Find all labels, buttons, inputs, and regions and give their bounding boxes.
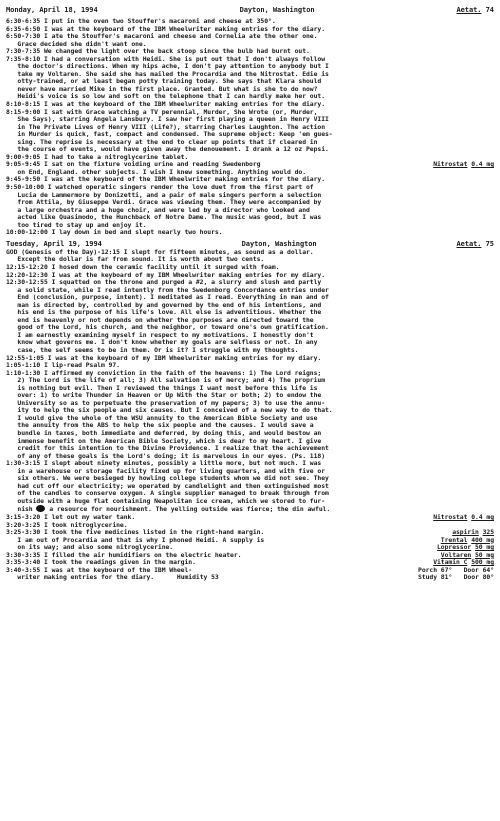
entry-line: his end is the purpose of his life's love. All else is adventitious. Whether the — [6, 308, 322, 317]
day1-entries — [6, 18, 494, 237]
reading-humidity: Humidity 53 — [176, 573, 219, 582]
entry-line: had cut off our electricity; we operated by candlelight and then extinguished most — [6, 481, 329, 490]
entry-line: I would give the whole of the WSU annuity to the American Bible Society and use — [6, 413, 318, 422]
entry-line: University so as to perpetuate the preservation of my papers; 3) to use the annu- — [6, 398, 325, 407]
entry-line: of any of these goals is the Lord's doing; it is marvelous in our eyes. (Ps. 118) — [6, 451, 325, 460]
entry-line: 3:40-3:55 I was at the keyboard of the IBM Wheel- — [6, 565, 193, 574]
aetat-label: Aetat. 74 — [456, 6, 494, 14]
entry-line: the annuity from the ABS to help the six people and the causes. I would save a — [6, 421, 314, 430]
entry-line: take my Voltaren. She said she has mailed the Procardia and the Nitrostat. Edie is — [6, 69, 329, 78]
entry-line: 6:50-7:30 I ate the Stouffer's macaroni and cheese and Cornelia ate the other one. — [6, 32, 318, 41]
entry-line: 6:35-6:50 I was at the keyboard of the IBM Wheelwriter making entries for the diary. — [6, 24, 325, 33]
entry-line: Lucia de Lammermore by Donizetti, and a pair of male singers perform a selection — [6, 190, 322, 199]
entry-line: acted like Quasimodo, the Hunchback of Notre Dame. The music was good, but I was — [6, 213, 322, 222]
entry-line: 12:30-12:55 I squatted on the throne and purged a #2, a slurry and slush and partly — [6, 278, 322, 287]
entry-line: end is heavenly or not depends on whether the purposes are directed toward the — [6, 315, 314, 324]
entry-line: six others. We were besieged by howling college students whom we did not see. They — [6, 474, 329, 483]
entry-line: 8:10-8:15 I was at the keyboard of the IBM Wheelwriter making entries for the diary. — [6, 100, 325, 109]
entry-line: from Attila, by Giuseppe Verdi. Grace was viewing them. They were accompanied by — [6, 198, 322, 207]
entry-line: 9:45-9:50 I was at the keyboard of the IBM Wheelwriter making entries for the diary. — [6, 175, 325, 184]
entry-line: in The Private Lives of Henry VIII (Life?), starring Charles Laughton. The action — [6, 122, 325, 131]
entry-place: Dayton, Washington — [241, 239, 317, 248]
entry-row — [6, 574, 494, 582]
entry-line: GOD (Genesis of the Day)-12:15 I slept for fifteen minutes, as sound as a dollar. — [6, 247, 314, 256]
ink-blot — [36, 505, 45, 512]
entry-line: of the candles to conserve oxygen. A single supplier managed to break through from — [6, 489, 329, 498]
entry-line: ity to help the six people and six causes. But I conceived of a new way to do that. — [6, 406, 333, 415]
entry-line: 6:30-6:35 I put in the oven two Stouffer's macaroni and cheese at 350°. — [6, 17, 276, 25]
entry-line: the course of events, would have given away the denouement. I drank a 12 oz Pepsi. — [6, 145, 329, 154]
entry-place: Dayton, Washington — [239, 6, 315, 14]
entry-line: man is directed by, controlled by and governed by the end of his intentions, and — [6, 300, 322, 309]
entry-date: Tuesday, April 19, 1994 — [6, 239, 102, 248]
entry-line: 7:35-8:10 I had a conversation with Heidi. She is put out that I don't always follow — [6, 54, 325, 63]
entry-line: in Murder is quick, fast, compact and condensed. The supreme object: Keep 'em gues- — [6, 130, 333, 139]
reading-porch-door: Porch 67° Door 64° — [418, 565, 494, 574]
med-trental: Trental 400 mg — [440, 535, 494, 544]
entry-line: credit for this intention to the Divine Providence. I realize that the achievement — [6, 444, 329, 453]
entry-line: 1:05-1:10 I lip-read Psalm 97. — [6, 361, 120, 370]
entry-date: Monday, April 18, 1994 — [6, 6, 98, 14]
entry-line: 3:15-3:20 I let out my water tank. — [6, 513, 136, 521]
entry-line: immense benefit on the American Bible Society, which is dear to my heart. I give — [6, 436, 322, 445]
med-lopressor: Lopressor 50 mg — [437, 543, 494, 552]
entry-line: 2) The Lord is the life of all; 3) All salvation is of mercy; and 4) The proprium — [6, 376, 325, 385]
entry-line: 12:15-12:20 I hosed down the ceramic facility until it surged with foam. — [6, 262, 280, 271]
entry-line: 9:05-9:45 I sat on the fixture voiding urine and reading Swedenborg — [6, 160, 261, 169]
entry-line: in a warehouse or storage facility fixed up for living quarters, and with five or — [6, 466, 325, 475]
entry-line: case, the self seems to be in them. Or is it? I struggle with my thoughts. — [6, 345, 299, 354]
entry-line: Except the dollar is far from sound. It is worth about two cents. — [6, 255, 265, 264]
med-vitamin-c: Vitamin C 500 mg — [433, 558, 494, 567]
entry-line: She Says), starring Angela Lansbury. I saw her first playing a queen in Henry VIII — [6, 115, 329, 124]
entry-line: the doctor's directions. When my hips ache, I don't pay attention to anybody but I — [6, 62, 329, 71]
entry-line: 3:25-3:30 I took the five medicines listed in the right-hand margin. — [6, 528, 265, 537]
entry-line: on End, England. other subjects. I wish I knew something. Anything would do. — [6, 167, 307, 176]
entry-line: good of the Lord, his church, and the neighbor, or toward one's own gratification. — [6, 323, 329, 332]
reading-study-door: Study 81° Door 80° — [418, 573, 494, 582]
entry-line: 3:35-3:40 I took the readings given in the margin. — [6, 558, 196, 567]
med-nitrostat: Nitrostat 0.4 mg — [433, 513, 494, 521]
med-voltaren: Voltaren 50 mg — [440, 550, 494, 559]
entry-line: never have married Mike in the first place. Granted. But what is she to do now? — [6, 84, 318, 93]
med-aspirin: aspirin 325 — [452, 528, 494, 537]
entry-line: 8:15-9:00 I sat with Grace watching a TV perennial, Murder, She Wrote (or, Murder, — [6, 107, 318, 116]
entry-line: 9:00-9:05 I had to take a nitroglycerine tablet. — [6, 152, 189, 161]
entry-line: 7:30-7:35 We changed the light over the back stoop since the bulb had burnt out. — [6, 47, 310, 56]
day-header — [6, 6, 494, 15]
entry-line: on its way; and also some nitroglycerine. — [6, 543, 174, 552]
entry-line: 1:30-3:15 I slept about ninety minutes, possibly a little more, but not much. I was — [6, 459, 322, 468]
entry-line: I am earnestly examining myself in respect to my motivations. I honestly don't — [6, 330, 314, 339]
entry-line: 12:55-1:05 I was at the keyboard of my IBM Wheelwriter making entries for my diary. — [6, 353, 322, 362]
entry-line: a large orchestra and a huge choir, and were led by a director who looked and — [6, 205, 310, 214]
entry-line: writer making entries for the diary. Humidity 53 — [6, 573, 219, 582]
aetat-label: Aetat. 75 — [456, 239, 494, 248]
entry-line: Heidi's voice is so low and soft on the telephone that I can hardly make her out. — [6, 92, 325, 101]
entry-line: a solid state, while I read intently from the Swedenborg Concordance entries under — [6, 285, 329, 294]
entry-line: 9:50-10:00 I watched operatic singers render the love duet from the first part of — [6, 183, 314, 192]
entry-line: End (conclusion, purpose, intent). I meditated as I read. Everything in man and of — [6, 293, 329, 302]
entry-line: is nothing but evil. Then I reviewed the things I want most before this life is — [6, 383, 318, 392]
day2-entries — [6, 249, 494, 582]
entry-line: bundle in taxes, both immediate and deferred, by doing this, and would bestow an — [6, 428, 322, 437]
entry-line: too tired to stay up and enjoy it. — [6, 220, 147, 229]
entry-line: outside with a huge flat containing Neapolitan ice cream, which we stored to fur- — [6, 496, 325, 505]
entry-line: Grace decided she didn't want one. — [6, 39, 147, 48]
entry-line: 3:30-3:35 I filled the air humidifiers on the electric heater. — [6, 550, 242, 559]
entry-line: know what governs me. I don't know whether my goals are selfless or not. In any — [6, 338, 318, 347]
entry-line: sing. The reprise is necessary at the end to clear up points that if cleared in — [6, 137, 318, 146]
entry-line: 10:00-12:00 I lay down in bed and slept nearly two hours. — [6, 228, 223, 237]
entry-line: I am out of Procardia and that is why I phoned Heidi. A supply is — [6, 535, 265, 544]
entry-line: 12:20-12:30 I was at the keyboard of my IBM Wheelwriter making entries for my diary. — [6, 270, 325, 279]
entry-line: nish a resource for nourishment. The yelling outside was fierce; the din awful. — [6, 505, 331, 514]
entry-line: 1:10-1:30 I affirmed my conviction in the faith of the heavens: 1) The Lord reigns; — [6, 368, 322, 377]
nitrostat-note: Nitrostat 0.4 mg — [433, 160, 494, 169]
entry-line: otty-trained, or at least began potty training today. She says that Klara should — [6, 77, 322, 86]
entry-line: over: 1) to write Thunder in Heaven or Up With the Star or both; 2) to endow the — [6, 391, 322, 400]
entry-line: 3:20-3:25 I took nitroglycerine. — [6, 520, 128, 529]
